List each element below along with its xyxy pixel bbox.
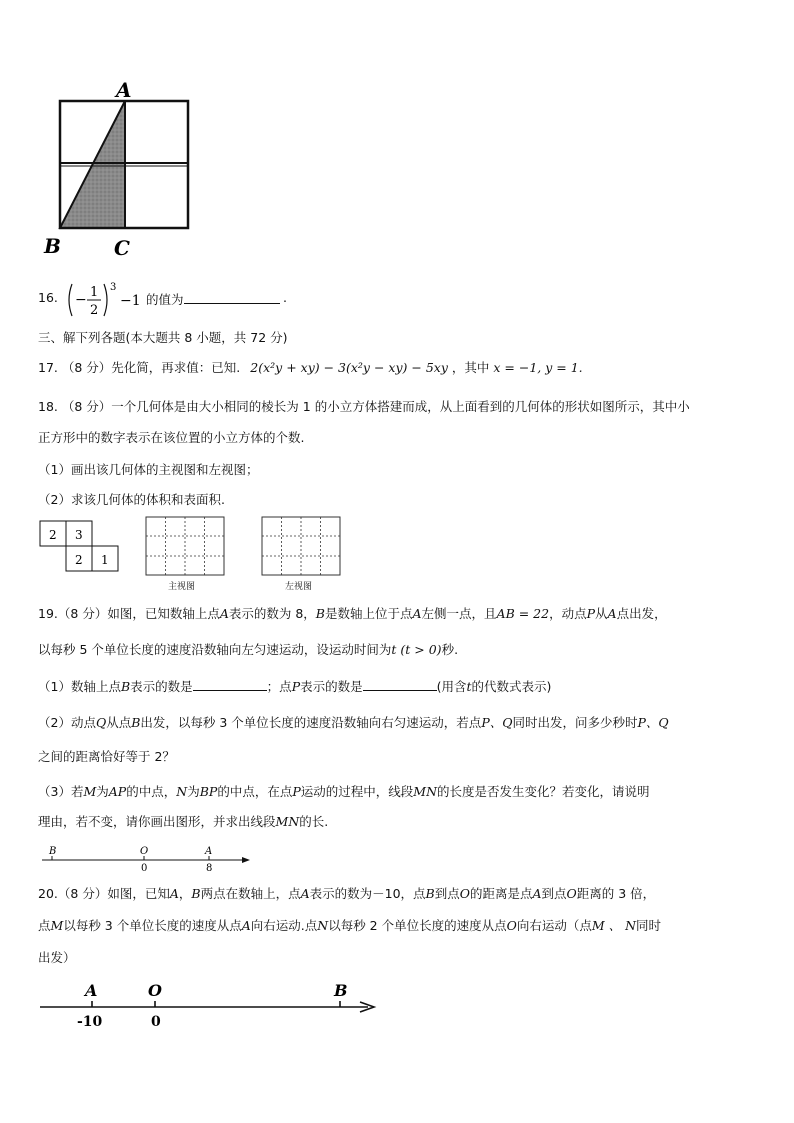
question-number: 19. <box>38 606 58 621</box>
question-20-line3: 出发） <box>38 950 76 965</box>
question-20-line1: 20.（8 分）如图，已知A，B两点在数轴上，点A表示的数为－10，点B到点O的距离是点A到点O距离的 3 倍， <box>38 886 656 901</box>
cell-number: 3 <box>75 528 83 542</box>
label-A: A <box>85 981 98 1000</box>
shaded-triangle <box>60 101 125 228</box>
label-O: O <box>148 981 162 1000</box>
section-title: 三、解下列各题(本大题共 8 小题，共 72 分) <box>38 330 288 345</box>
question-number: 17. <box>38 360 58 375</box>
top-view-figure <box>38 518 128 578</box>
answer-blank[interactable] <box>184 291 280 304</box>
question-text: 的值为 <box>146 292 184 307</box>
label-A: A <box>205 846 213 857</box>
label-B: B <box>44 234 61 258</box>
caption-main-view: 主视图 <box>168 582 196 592</box>
tick-neg10: -10 <box>77 1014 103 1030</box>
number-line-19 <box>38 840 258 876</box>
svg-text:3: 3 <box>110 282 117 293</box>
label-C: C <box>114 236 130 260</box>
answer-blank-B[interactable] <box>193 678 267 691</box>
question-18-line2: 正方形中的数字表示在该位置的小立方体的个数. <box>38 430 305 445</box>
condition: x = −1, y = 1. <box>493 360 583 375</box>
number-line-20 <box>38 976 383 1032</box>
question-17: 17. （8 分）先化简，再求值：已知. 2(x²y + xy) − 3(x²y − xy) − 5xy ，其中 x = −1, y = 1. <box>38 360 583 375</box>
cell-number: 2 <box>49 528 57 542</box>
label-O: O <box>140 846 149 857</box>
question-number: 16. <box>38 290 58 305</box>
question-19-line1: 19.（8 分）如图，已知数轴上点A表示的数为 8，B是数轴上位于点A左侧一点，且AB = 22，动点P从A点出发， <box>38 606 667 621</box>
question-19-sub3: （3）若M为AP的中点，N为BP的中点，在点P运动的过程中，线段MN的长度是否发生变化？若变化，请说明 <box>38 784 650 799</box>
cell-number: 2 <box>75 553 83 567</box>
svg-text:2: 2 <box>90 303 99 318</box>
left-view-grid[interactable] <box>261 516 343 578</box>
cell-number: 1 <box>101 553 109 567</box>
question-19-sub2: （2）动点Q从点B出发，以每秒 3 个单位长度的速度沿数轴向右匀速运动，若点P、Q同时出发，问多少秒时P、Q <box>38 715 669 730</box>
label-B: B <box>49 846 57 857</box>
question-18-sub2: （2）求该几何体的体积和表面积. <box>38 492 225 507</box>
expression: 2(x²y + xy) − 3(x²y − xy) − 5xy <box>250 360 448 375</box>
question-18-sub1: （1）画出该几何体的主视图和左视图； <box>38 462 259 477</box>
svg-text:−: − <box>75 292 87 308</box>
label-B: B <box>334 981 348 1000</box>
question-number: 18. <box>38 399 58 414</box>
tick-8: 8 <box>206 863 213 874</box>
svg-text:−1: −1 <box>120 293 141 309</box>
question-number: 20. <box>38 886 58 901</box>
tick-0: 0 <box>141 863 148 874</box>
question-19-sub2-line2: 之间的距离恰好等于 2？ <box>38 749 175 764</box>
question-19-sub3-line2: 理由，若不变，请你画出图形，并求出线段MN的长. <box>38 814 329 829</box>
label-A: A <box>116 78 132 102</box>
grid-triangle-figure <box>40 75 210 265</box>
question-20-line2: 点M以每秒 3 个单位长度的速度从点A向右运动.点N以每秒 2 个单位长度的速度从点O向右运动（点M 、 N同时 <box>38 918 662 933</box>
main-view-grid[interactable] <box>145 516 227 578</box>
tick-0: 0 <box>151 1014 161 1030</box>
question-19-line2: 以每秒 5 个单位长度的速度沿数轴向左匀速运动，设运动时间为t (t > 0)秒. <box>38 642 459 657</box>
question-18-line1: 18. （8 分）一个几何体是由大小相同的棱长为 1 的小立方体搭建而成，从上面看到的几何体的形状如图所示，其中小 <box>38 399 690 414</box>
answer-blank-P[interactable] <box>363 678 437 691</box>
question-19-sub1: （1）数轴上点B表示的数是 ；点P表示的数是 (用含t的代数式表示) <box>38 679 552 694</box>
caption-left-view: 左视图 <box>285 582 313 592</box>
svg-text:1: 1 <box>90 285 99 300</box>
